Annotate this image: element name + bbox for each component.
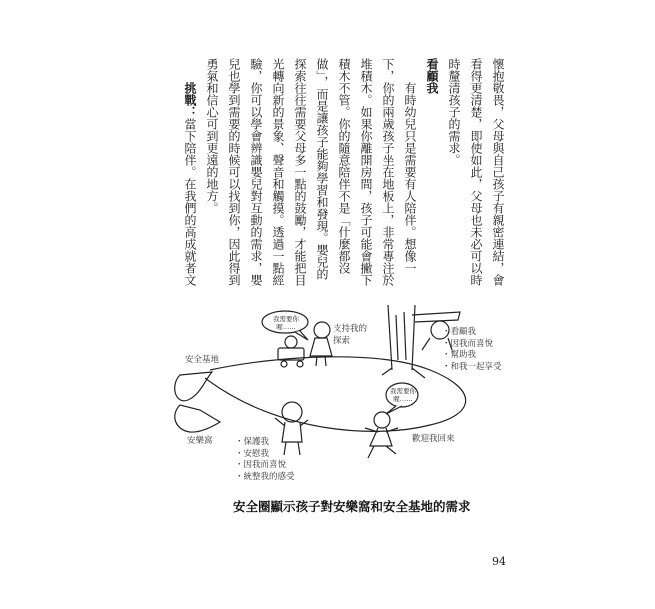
paragraph: 有時幼兒只是需要有人陪伴。想像一下，你的兩歲孩子坐在地板上，非常專注於堆積木。如果你離開房間，孩子可能會撇下積木不管。你的隨意陪伴不是「什麼都沒做」，而是讓孩子能夠學習和發現。嬰兒的探索往往需要父母多一點的鼓勵，才能把目光轉向新的景象、聲音和觸摸。透過一點經驗，你可以學會辨識嬰兒對互動的需求，嬰兒也學到需要的時候可以找到你，因此得到勇氣和信心可到更遠的地方。 (205, 58, 417, 286)
safe-haven-label: 安樂窩 (187, 436, 213, 446)
speech-bubble-top-text: 我需要你喔…… (273, 315, 299, 331)
figure-caption: 安全圈顯示孩子對安樂窩和安全基地的需求 (233, 499, 471, 514)
challenge-label: 挑戰： (183, 82, 197, 118)
support-exploration-label (333, 324, 367, 347)
paragraph-continued: 懷抱敬畏，父母與自己孩子有親密連結，會看得更清楚，即使如此，父母也未必可以時時釐清孩子的需求。 (447, 58, 505, 286)
challenge-paragraph (179, 58, 201, 286)
need-item: ・因我而喜悅 (442, 338, 494, 349)
need-item: ・安慰我 (235, 448, 270, 459)
welcome-back-label: 歡迎我回來 (412, 434, 455, 444)
label-line: 支持我的 (333, 324, 368, 334)
page-number: 94 (492, 555, 506, 568)
need-item: ・保護我 (235, 437, 270, 447)
bottom-needs-list (235, 437, 295, 483)
label-line: 探索 (333, 335, 351, 346)
body-text (179, 58, 509, 286)
need-item: ・幫助我 (442, 350, 477, 360)
need-item: ・看顧我 (442, 327, 477, 337)
section-heading: 看顧我 (425, 58, 439, 94)
need-item: ・和我一起享受 (442, 361, 502, 372)
top-needs-list (442, 327, 502, 373)
speech-bubble-bottom-text: 我需要你喔…… (390, 387, 416, 403)
secure-base-label: 安全基地 (185, 355, 220, 365)
circle-path (205, 357, 466, 432)
parent-hands-icon (175, 372, 220, 432)
need-item: ・統整我的感受 (235, 471, 295, 482)
running-girl-icon (365, 412, 398, 458)
need-item: ・因我而喜悅 (235, 460, 287, 470)
circle-of-security-diagram (160, 300, 500, 495)
challenge-text: 當下陪伴。在我們的高成就者文 (183, 118, 197, 286)
